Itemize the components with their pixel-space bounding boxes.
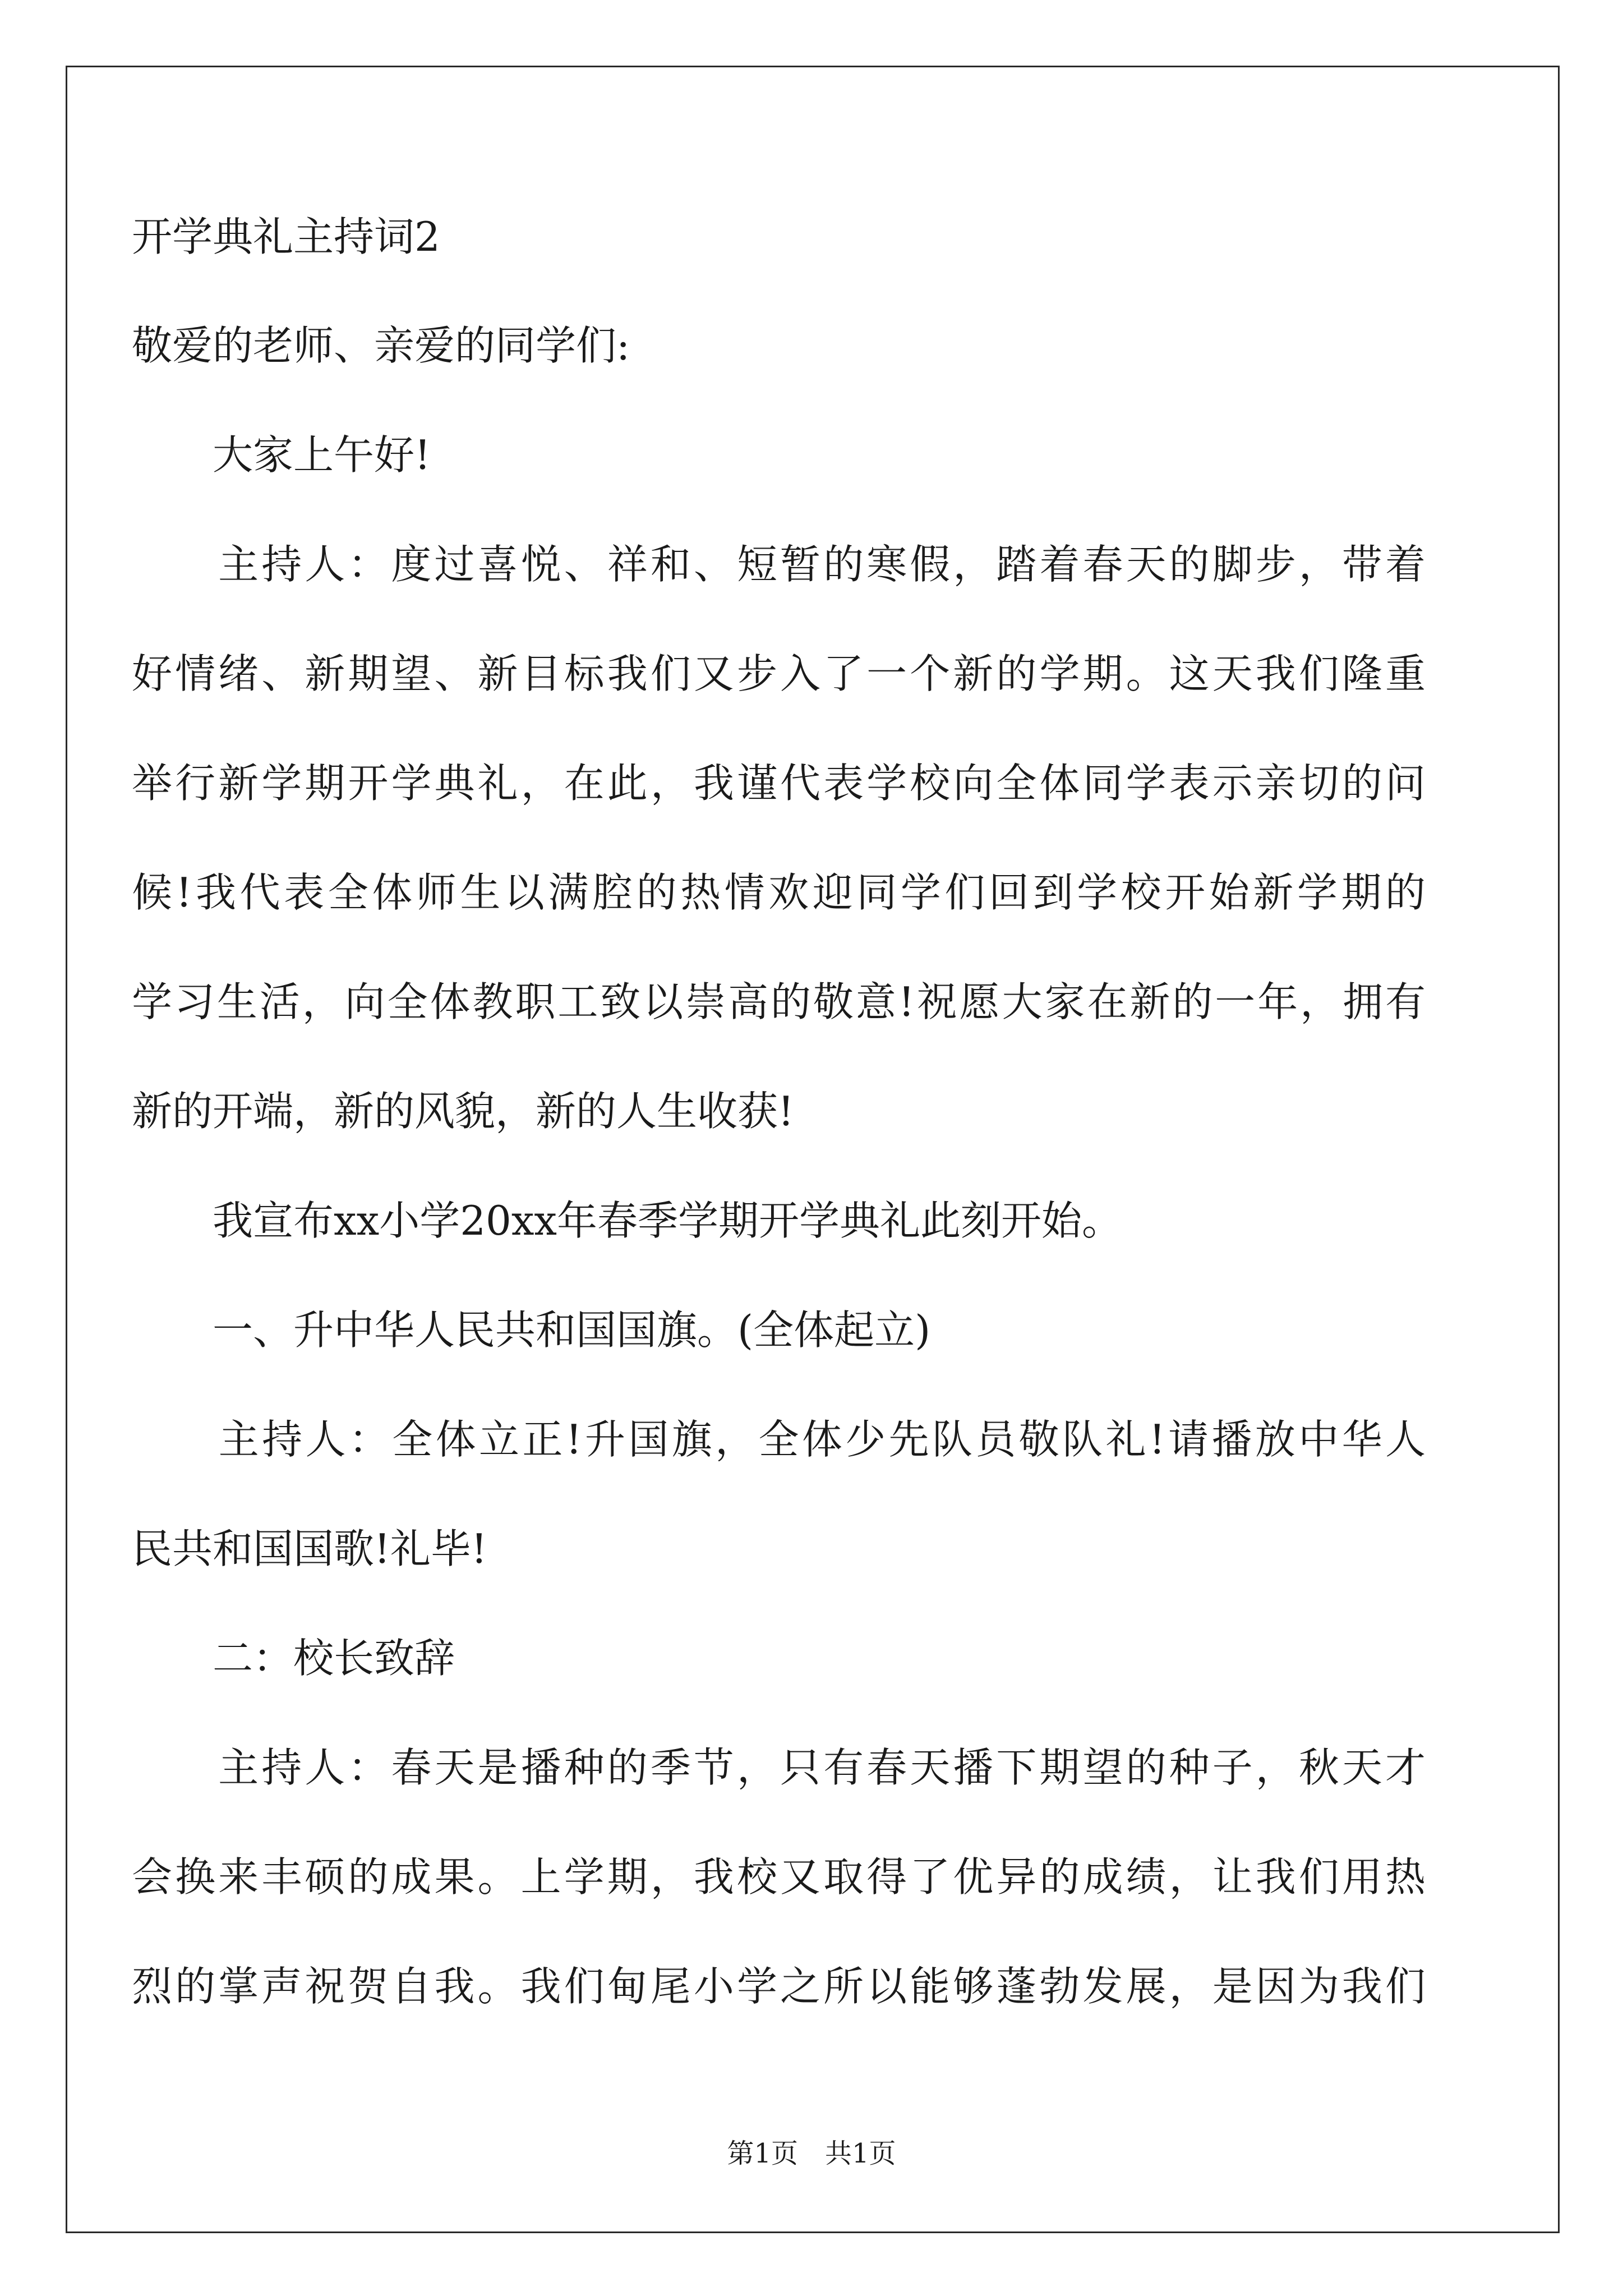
salutation-line: 敬爱的老师、亲爱的同学们: bbox=[132, 322, 630, 369]
paragraph-line: 民共和国国歌!礼毕! bbox=[132, 1525, 487, 1572]
paragraph-line: 主持人：全体立正!升国旗，全体少先队员敬队礼!请播放中华人 bbox=[132, 1416, 1426, 1463]
page-number-footer: 第1页 共1页 bbox=[727, 2138, 896, 2169]
paragraph-line: 新的开端，新的风貌，新的人生收获! bbox=[132, 1088, 794, 1135]
paragraph-line: 好情绪、新期望、新目标我们又步入了一个新的学期。这天我们隆重 bbox=[132, 650, 1426, 697]
paragraph-line: 主持人：春天是播种的季节，只有春天播下期望的种子，秋天才 bbox=[132, 1744, 1426, 1791]
section-heading: 一、升中华人民共和国国旗。(全体起立) bbox=[132, 1306, 931, 1354]
page-frame bbox=[66, 66, 1560, 2233]
paragraph-line: 烈的掌声祝贺自我。我们甸尾小学之所以能够蓬勃发展，是因为我们 bbox=[132, 1963, 1426, 2010]
section-heading: 二：校长致辞 bbox=[132, 1635, 455, 1682]
document-title: 开学典礼主持词2 bbox=[132, 213, 440, 260]
announcement-line: 我宣布xx小学20xx年春季学期开学典礼此刻开始。 bbox=[132, 1197, 1123, 1244]
paragraph-line: 候!我代表全体师生以满腔的热情欢迎同学们回到学校开始新学期的 bbox=[132, 869, 1426, 916]
paragraph-line: 学习生活，向全体教职工致以崇高的敬意!祝愿大家在新的一年，拥有 bbox=[132, 978, 1426, 1025]
paragraph-line: 举行新学期开学典礼，在此，我谨代表学校向全体同学表示亲切的问 bbox=[132, 760, 1426, 807]
paragraph-line: 会换来丰硕的成果。上学期，我校又取得了优异的成绩，让我们用热 bbox=[132, 1853, 1426, 1901]
greeting-line: 大家上午好! bbox=[132, 431, 431, 478]
paragraph-line: 主持人：度过喜悦、祥和、短暂的寒假，踏着春天的脚步，带着 bbox=[132, 541, 1426, 588]
